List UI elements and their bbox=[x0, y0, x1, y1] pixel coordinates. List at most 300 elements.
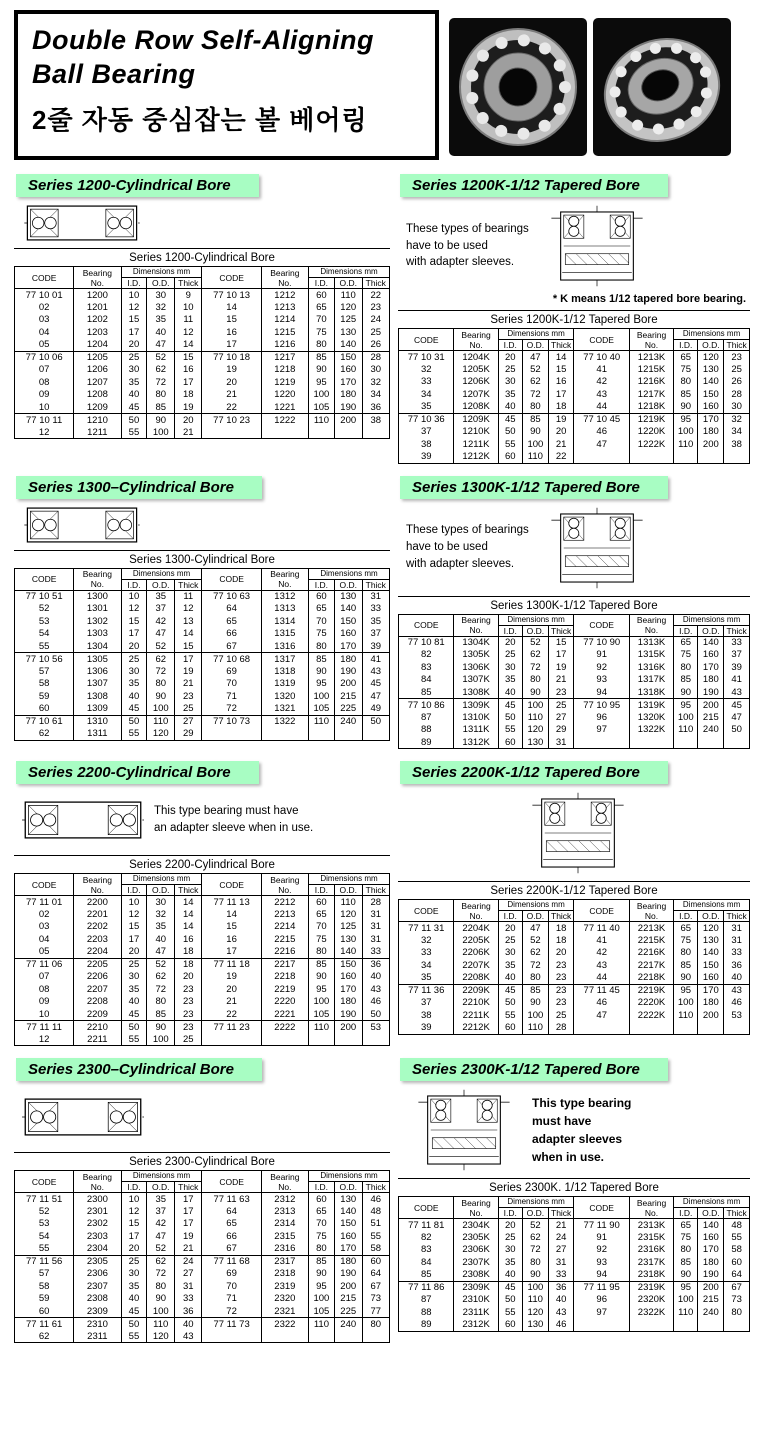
col-header-bearing-no: Bearing No. bbox=[629, 329, 673, 351]
col-header-thick: Thick bbox=[548, 1208, 574, 1219]
cell-code: 69 bbox=[202, 665, 261, 678]
cell-code: 77 10 31 bbox=[399, 351, 454, 364]
cell-code: 37 bbox=[399, 426, 454, 439]
cell-od: 80 bbox=[147, 996, 175, 1009]
cell-id: 110 bbox=[674, 438, 698, 451]
cell-od: 62 bbox=[147, 1255, 175, 1268]
table-row bbox=[15, 1205, 390, 1218]
cell-code: 55 bbox=[15, 640, 74, 653]
cell-thick: 18 bbox=[175, 389, 202, 402]
cell-thick: 23 bbox=[724, 351, 750, 364]
cell-thick: 20 bbox=[175, 971, 202, 984]
cell-od: 52 bbox=[147, 351, 175, 364]
cell-od: 130 bbox=[334, 326, 362, 339]
cell-od: 110 bbox=[147, 715, 175, 728]
cell-code: 38 bbox=[399, 438, 454, 451]
cell-od: 200 bbox=[698, 699, 724, 712]
cell-bearing-no: 2312 bbox=[261, 1193, 308, 1206]
cell-bearing-no: 2213 bbox=[261, 908, 308, 921]
table-title: Series 1200-Cylindrical Bore bbox=[14, 248, 390, 266]
col-header-dimensions: Dimensions mm bbox=[498, 614, 574, 625]
cell-thick: 33 bbox=[724, 947, 750, 960]
cell-code: 43 bbox=[574, 959, 629, 972]
cell-od: 200 bbox=[698, 438, 724, 451]
cell-od: 47 bbox=[147, 628, 175, 641]
cell-code: 12 bbox=[15, 426, 74, 439]
cell-od: 37 bbox=[147, 1205, 175, 1218]
table-row bbox=[399, 959, 750, 972]
cell-id: 50 bbox=[121, 715, 147, 728]
cell-bearing-no: 1216K bbox=[629, 376, 673, 389]
cell-id: 110 bbox=[308, 715, 334, 728]
banner-title: Series 1300–Cylindrical Bore bbox=[28, 478, 234, 496]
cell-od bbox=[698, 451, 724, 464]
cell-bearing-no: 2218 bbox=[261, 971, 308, 984]
col-header-dimensions: Dimensions mm bbox=[674, 900, 750, 911]
table-row bbox=[15, 414, 390, 427]
cell-od: 200 bbox=[334, 678, 362, 691]
col-header-od: O.D. bbox=[522, 911, 548, 922]
cell-bearing-no: 2308 bbox=[74, 1293, 121, 1306]
cell-od: 62 bbox=[147, 653, 175, 666]
usage-note bbox=[532, 1094, 631, 1166]
cell-thick: 40 bbox=[362, 971, 389, 984]
cell-bearing-no: 1307 bbox=[74, 678, 121, 691]
cell-id: 80 bbox=[674, 376, 698, 389]
cell-id bbox=[674, 1319, 698, 1332]
cell-id: 105 bbox=[308, 401, 334, 414]
cell-thick: 15 bbox=[175, 640, 202, 653]
cell-bearing-no: 1215K bbox=[629, 363, 673, 376]
col-header-od: O.D. bbox=[334, 1182, 362, 1193]
table-row bbox=[15, 678, 390, 691]
cell-bearing-no: 2210 bbox=[74, 1021, 121, 1034]
cell-thick: 33 bbox=[724, 636, 750, 649]
col-header-code: CODE bbox=[202, 874, 261, 896]
cell-bearing-no: 2215 bbox=[261, 933, 308, 946]
cell-code: 89 bbox=[399, 736, 454, 749]
cell-thick: 21 bbox=[548, 438, 574, 451]
table-row bbox=[399, 438, 750, 451]
col-header-dimensions: Dimensions mm bbox=[308, 874, 389, 885]
cell-id: 65 bbox=[308, 908, 334, 921]
cell-id: 100 bbox=[308, 389, 334, 402]
table-row bbox=[15, 958, 390, 971]
cell-bearing-no: 2217 bbox=[261, 958, 308, 971]
cell-code: 07 bbox=[15, 971, 74, 984]
cell-bearing-no: 2222 bbox=[261, 1021, 308, 1034]
cell-code: 77 10 51 bbox=[15, 590, 74, 603]
cell-bearing-no: 1313 bbox=[261, 603, 308, 616]
cell-od: 32 bbox=[147, 908, 175, 921]
col-header-thick: Thick bbox=[724, 340, 750, 351]
cell-od: 47 bbox=[147, 339, 175, 352]
cell-od: 72 bbox=[522, 959, 548, 972]
table-row bbox=[399, 636, 750, 649]
table-row bbox=[15, 1033, 390, 1046]
cell-bearing-no: 1219K bbox=[629, 413, 673, 426]
section-series-2200k bbox=[398, 761, 750, 1035]
cell-bearing-no: 2205K bbox=[454, 934, 498, 947]
cell-od: 35 bbox=[147, 314, 175, 327]
cell-id: 45 bbox=[121, 401, 147, 414]
cell-od: 170 bbox=[334, 640, 362, 653]
col-header-dimensions: Dimensions mm bbox=[674, 1197, 750, 1208]
cell-thick: 23 bbox=[548, 686, 574, 699]
col-header-code: CODE bbox=[399, 900, 454, 922]
cell-od: 240 bbox=[334, 715, 362, 728]
cell-id: 40 bbox=[498, 1269, 522, 1282]
cell-code: 03 bbox=[15, 314, 74, 327]
cell-id: 30 bbox=[121, 665, 147, 678]
cell-code: 15 bbox=[202, 921, 261, 934]
cell-bearing-no: 1208K bbox=[454, 401, 498, 414]
cell-od: 120 bbox=[147, 1330, 175, 1343]
cell-bearing-no: 1315K bbox=[629, 649, 673, 662]
cell-id: 20 bbox=[121, 339, 147, 352]
series-2300k-table bbox=[398, 1196, 750, 1332]
cell-od: 100 bbox=[147, 426, 175, 439]
cell-thick: 17 bbox=[175, 1193, 202, 1206]
cell-code: 04 bbox=[15, 933, 74, 946]
cell-bearing-no: 2303 bbox=[74, 1230, 121, 1243]
cell-code: 94 bbox=[574, 1269, 629, 1282]
cell-code: 57 bbox=[15, 1268, 74, 1281]
cell-code: 94 bbox=[574, 686, 629, 699]
cell-od: 100 bbox=[147, 703, 175, 716]
cell-bearing-no: 2218K bbox=[629, 972, 673, 985]
cell-od: 190 bbox=[698, 1269, 724, 1282]
table-row bbox=[15, 603, 390, 616]
cell-od: 80 bbox=[147, 389, 175, 402]
table-row bbox=[399, 413, 750, 426]
table-row bbox=[15, 1280, 390, 1293]
cell-thick: 17 bbox=[175, 376, 202, 389]
cell-code: 43 bbox=[574, 388, 629, 401]
col-header-bearing-no: Bearing No. bbox=[261, 267, 308, 289]
table-row bbox=[15, 339, 390, 352]
table-row bbox=[15, 1218, 390, 1231]
cell-bearing-no: 2315 bbox=[261, 1230, 308, 1243]
cell-code: 72 bbox=[202, 1305, 261, 1318]
cell-code: 77 10 40 bbox=[574, 351, 629, 364]
cell-thick: 27 bbox=[175, 715, 202, 728]
cell-bearing-no: 1317K bbox=[629, 674, 673, 687]
cell-bearing-no: 1314 bbox=[261, 615, 308, 628]
series-2200-table bbox=[14, 873, 390, 1046]
cell-code: 02 bbox=[15, 908, 74, 921]
cell-id: 85 bbox=[674, 1256, 698, 1269]
cell-od: 160 bbox=[698, 649, 724, 662]
table-row bbox=[15, 301, 390, 314]
col-header-bearing-no: Bearing No. bbox=[261, 568, 308, 590]
cell-od: 140 bbox=[334, 603, 362, 616]
cell-id: 45 bbox=[121, 1008, 147, 1021]
cell-code: 92 bbox=[574, 661, 629, 674]
cell-code: 59 bbox=[15, 690, 74, 703]
cell-bearing-no: 2212 bbox=[261, 896, 308, 909]
cell-code: 10 bbox=[15, 1008, 74, 1021]
cell-thick: 55 bbox=[724, 1231, 750, 1244]
cell-code: 54 bbox=[15, 1230, 74, 1243]
cell-code: 16 bbox=[202, 933, 261, 946]
cell-code: 10 bbox=[15, 401, 74, 414]
cell-thick: 24 bbox=[362, 314, 389, 327]
cell-bearing-no bbox=[629, 736, 673, 749]
cell-code: 17 bbox=[202, 946, 261, 959]
cell-bearing-no: 1305 bbox=[74, 653, 121, 666]
cell-id: 70 bbox=[308, 615, 334, 628]
col-header-dimensions: Dimensions mm bbox=[308, 1171, 389, 1182]
cell-thick bbox=[724, 1022, 750, 1035]
cell-id: 55 bbox=[498, 1306, 522, 1319]
cell-id: 80 bbox=[674, 661, 698, 674]
col-header-id: I.D. bbox=[498, 911, 522, 922]
cell-od: 120 bbox=[147, 728, 175, 741]
cell-id: 25 bbox=[121, 1255, 147, 1268]
series-2200k-banner bbox=[400, 761, 668, 784]
table-title: Series 1200K-1/12 Tapered Bore bbox=[398, 310, 750, 328]
cell-id bbox=[674, 1022, 698, 1035]
cell-od: 80 bbox=[522, 674, 548, 687]
cell-code: 77 11 90 bbox=[574, 1219, 629, 1232]
cell-id: 105 bbox=[308, 1008, 334, 1021]
cell-id: 70 bbox=[308, 314, 334, 327]
cell-id: 60 bbox=[308, 590, 334, 603]
cell-od: 100 bbox=[147, 1033, 175, 1046]
cell-code bbox=[574, 1022, 629, 1035]
table-row bbox=[15, 983, 390, 996]
cell-od bbox=[334, 1033, 362, 1046]
cell-code: 89 bbox=[399, 1319, 454, 1332]
cell-thick: 33 bbox=[362, 603, 389, 616]
cell-thick: 48 bbox=[724, 1219, 750, 1232]
col-header-od: O.D. bbox=[147, 278, 175, 289]
col-header-dimensions: Dimensions mm bbox=[498, 1197, 574, 1208]
cell-bearing-no: 2200 bbox=[74, 896, 121, 909]
cell-od bbox=[334, 426, 362, 439]
cell-code: 32 bbox=[399, 934, 454, 947]
cell-thick: 46 bbox=[548, 1319, 574, 1332]
cell-od: 180 bbox=[334, 653, 362, 666]
sections-grid bbox=[14, 174, 750, 1343]
cell-id: 100 bbox=[674, 426, 698, 439]
cell-bearing-no: 1205 bbox=[74, 351, 121, 364]
page-title-line1: Double Row Self-Aligning bbox=[32, 25, 374, 55]
cell-bearing-no bbox=[261, 1330, 308, 1343]
table-row bbox=[15, 946, 390, 959]
cell-od: 85 bbox=[147, 1008, 175, 1021]
col-header-id: I.D. bbox=[498, 340, 522, 351]
series-1300k-table bbox=[398, 614, 750, 750]
cell-code: 77 11 36 bbox=[399, 984, 454, 997]
col-header-id: I.D. bbox=[308, 885, 334, 896]
cell-od: 110 bbox=[334, 896, 362, 909]
cell-id: 55 bbox=[121, 1033, 147, 1046]
banner-title: Series 1200K-1/12 Tapered Bore bbox=[412, 177, 640, 194]
cell-id: 20 bbox=[121, 946, 147, 959]
cell-id: 45 bbox=[121, 1305, 147, 1318]
cell-od: 180 bbox=[698, 997, 724, 1010]
cell-thick: 28 bbox=[548, 1022, 574, 1035]
cell-code: 70 bbox=[202, 1280, 261, 1293]
table-row bbox=[15, 1318, 390, 1331]
col-header-dimensions: Dimensions mm bbox=[121, 1171, 202, 1182]
cell-bearing-no: 2213K bbox=[629, 922, 673, 935]
cell-id: 50 bbox=[498, 1294, 522, 1307]
table-row bbox=[15, 665, 390, 678]
cell-bearing-no: 1210K bbox=[454, 426, 498, 439]
cell-bearing-no: 1211 bbox=[74, 426, 121, 439]
cell-bearing-no: 1214 bbox=[261, 314, 308, 327]
cell-code: 21 bbox=[202, 389, 261, 402]
cell-od: 100 bbox=[522, 1281, 548, 1294]
cell-thick: 18 bbox=[548, 401, 574, 414]
col-header-id: I.D. bbox=[121, 1182, 147, 1193]
col-header-bearing-no: Bearing No. bbox=[629, 614, 673, 636]
cell-od: 52 bbox=[522, 934, 548, 947]
table-row bbox=[15, 1330, 390, 1343]
cell-id: 17 bbox=[121, 1230, 147, 1243]
cell-id: 75 bbox=[308, 628, 334, 641]
cell-code: 72 bbox=[202, 703, 261, 716]
cell-bearing-no: 1316K bbox=[629, 661, 673, 674]
cell-id: 85 bbox=[674, 674, 698, 687]
cell-bearing-no: 1303 bbox=[74, 628, 121, 641]
cell-thick: 15 bbox=[548, 363, 574, 376]
table-row bbox=[15, 615, 390, 628]
col-header-code: CODE bbox=[202, 1171, 261, 1193]
col-header-code: CODE bbox=[399, 329, 454, 351]
cell-id: 30 bbox=[498, 947, 522, 960]
cell-od: 170 bbox=[698, 1244, 724, 1257]
cell-bearing-no: 2209 bbox=[74, 1008, 121, 1021]
cell-thick: 33 bbox=[548, 1269, 574, 1282]
cell-bearing-no: 1309 bbox=[74, 703, 121, 716]
cell-id bbox=[308, 1330, 334, 1343]
cell-thick: 20 bbox=[175, 414, 202, 427]
cell-thick: 21 bbox=[175, 1243, 202, 1256]
cell-bearing-no: 1304K bbox=[454, 636, 498, 649]
cell-code: 82 bbox=[399, 1231, 454, 1244]
cell-thick: 80 bbox=[362, 1318, 389, 1331]
col-header-od: O.D. bbox=[698, 340, 724, 351]
cell-id: 45 bbox=[498, 984, 522, 997]
col-header-thick: Thick bbox=[548, 340, 574, 351]
cell-thick: 23 bbox=[548, 972, 574, 985]
cylindrical-bearing-diagram-icon bbox=[22, 790, 144, 850]
cell-od: 120 bbox=[334, 908, 362, 921]
cell-id bbox=[308, 426, 334, 439]
cell-id: 30 bbox=[498, 661, 522, 674]
cell-bearing-no: 2210K bbox=[454, 997, 498, 1010]
cell-code: 08 bbox=[15, 983, 74, 996]
cell-od: 100 bbox=[147, 1305, 175, 1318]
cell-bearing-no: 2321 bbox=[261, 1305, 308, 1318]
col-header-code: CODE bbox=[202, 267, 261, 289]
cell-id: 90 bbox=[308, 1268, 334, 1281]
cell-thick: 27 bbox=[548, 1244, 574, 1257]
cell-od: 240 bbox=[334, 1318, 362, 1331]
cell-thick: 13 bbox=[175, 615, 202, 628]
col-header-thick: Thick bbox=[724, 1208, 750, 1219]
cell-thick: 31 bbox=[548, 736, 574, 749]
cell-code: 46 bbox=[574, 997, 629, 1010]
cell-od: 72 bbox=[147, 376, 175, 389]
cell-code: 47 bbox=[574, 438, 629, 451]
table-row bbox=[399, 351, 750, 364]
cell-thick: 37 bbox=[724, 649, 750, 662]
cell-od: 47 bbox=[147, 946, 175, 959]
cell-thick: 23 bbox=[175, 690, 202, 703]
col-header-id: I.D. bbox=[498, 625, 522, 636]
cell-thick: 24 bbox=[175, 1255, 202, 1268]
cell-id: 35 bbox=[498, 1256, 522, 1269]
cell-code: 77 11 86 bbox=[399, 1281, 454, 1294]
cell-thick: 22 bbox=[548, 451, 574, 464]
cell-id: 45 bbox=[121, 703, 147, 716]
cell-id: 55 bbox=[121, 728, 147, 741]
cell-code bbox=[202, 426, 261, 439]
cell-id: 85 bbox=[308, 653, 334, 666]
cell-od: 150 bbox=[334, 1218, 362, 1231]
table-row bbox=[399, 736, 750, 749]
cell-bearing-no: 2318 bbox=[261, 1268, 308, 1281]
cell-bearing-no: 1212K bbox=[454, 451, 498, 464]
col-header-thick: Thick bbox=[362, 278, 389, 289]
cell-thick: 50 bbox=[724, 724, 750, 737]
col-header-thick: Thick bbox=[175, 885, 202, 896]
cell-code: 77 11 63 bbox=[202, 1193, 261, 1206]
cell-id: 70 bbox=[308, 1218, 334, 1231]
col-header-thick: Thick bbox=[362, 885, 389, 896]
cell-id: 35 bbox=[498, 674, 522, 687]
table-row bbox=[15, 1255, 390, 1268]
cell-bearing-no: 1302 bbox=[74, 615, 121, 628]
series-2200-banner bbox=[16, 761, 259, 784]
cell-od: 110 bbox=[334, 289, 362, 302]
cell-id: 45 bbox=[498, 1281, 522, 1294]
cell-code: 09 bbox=[15, 389, 74, 402]
cell-od: 125 bbox=[334, 921, 362, 934]
table-row bbox=[399, 724, 750, 737]
cell-bearing-no: 2306 bbox=[74, 1268, 121, 1281]
cell-thick: 14 bbox=[175, 628, 202, 641]
cell-od: 150 bbox=[334, 958, 362, 971]
cell-od: 200 bbox=[334, 1021, 362, 1034]
cell-id: 105 bbox=[308, 1305, 334, 1318]
cell-bearing-no: 2206 bbox=[74, 971, 121, 984]
cell-id: 90 bbox=[308, 971, 334, 984]
cell-code: 42 bbox=[574, 376, 629, 389]
col-header-thick: Thick bbox=[724, 625, 750, 636]
cell-id: 80 bbox=[674, 947, 698, 960]
cell-od: 52 bbox=[522, 1219, 548, 1232]
cell-thick: 67 bbox=[724, 1281, 750, 1294]
series-2300-banner bbox=[16, 1058, 262, 1081]
cell-od: 90 bbox=[147, 414, 175, 427]
cell-thick: 45 bbox=[362, 678, 389, 691]
col-header-thick: Thick bbox=[175, 1182, 202, 1193]
cell-od: 170 bbox=[334, 1243, 362, 1256]
table-title: Series 2200K-1/12 Tapered Bore bbox=[398, 881, 750, 899]
cell-bearing-no: 2219 bbox=[261, 983, 308, 996]
tapered-bearing-diagram-icon bbox=[406, 1087, 522, 1173]
cell-bearing-no: 1319K bbox=[629, 699, 673, 712]
cell-id: 25 bbox=[498, 1231, 522, 1244]
cell-bearing-no: 1213K bbox=[629, 351, 673, 364]
col-header-id: I.D. bbox=[674, 340, 698, 351]
